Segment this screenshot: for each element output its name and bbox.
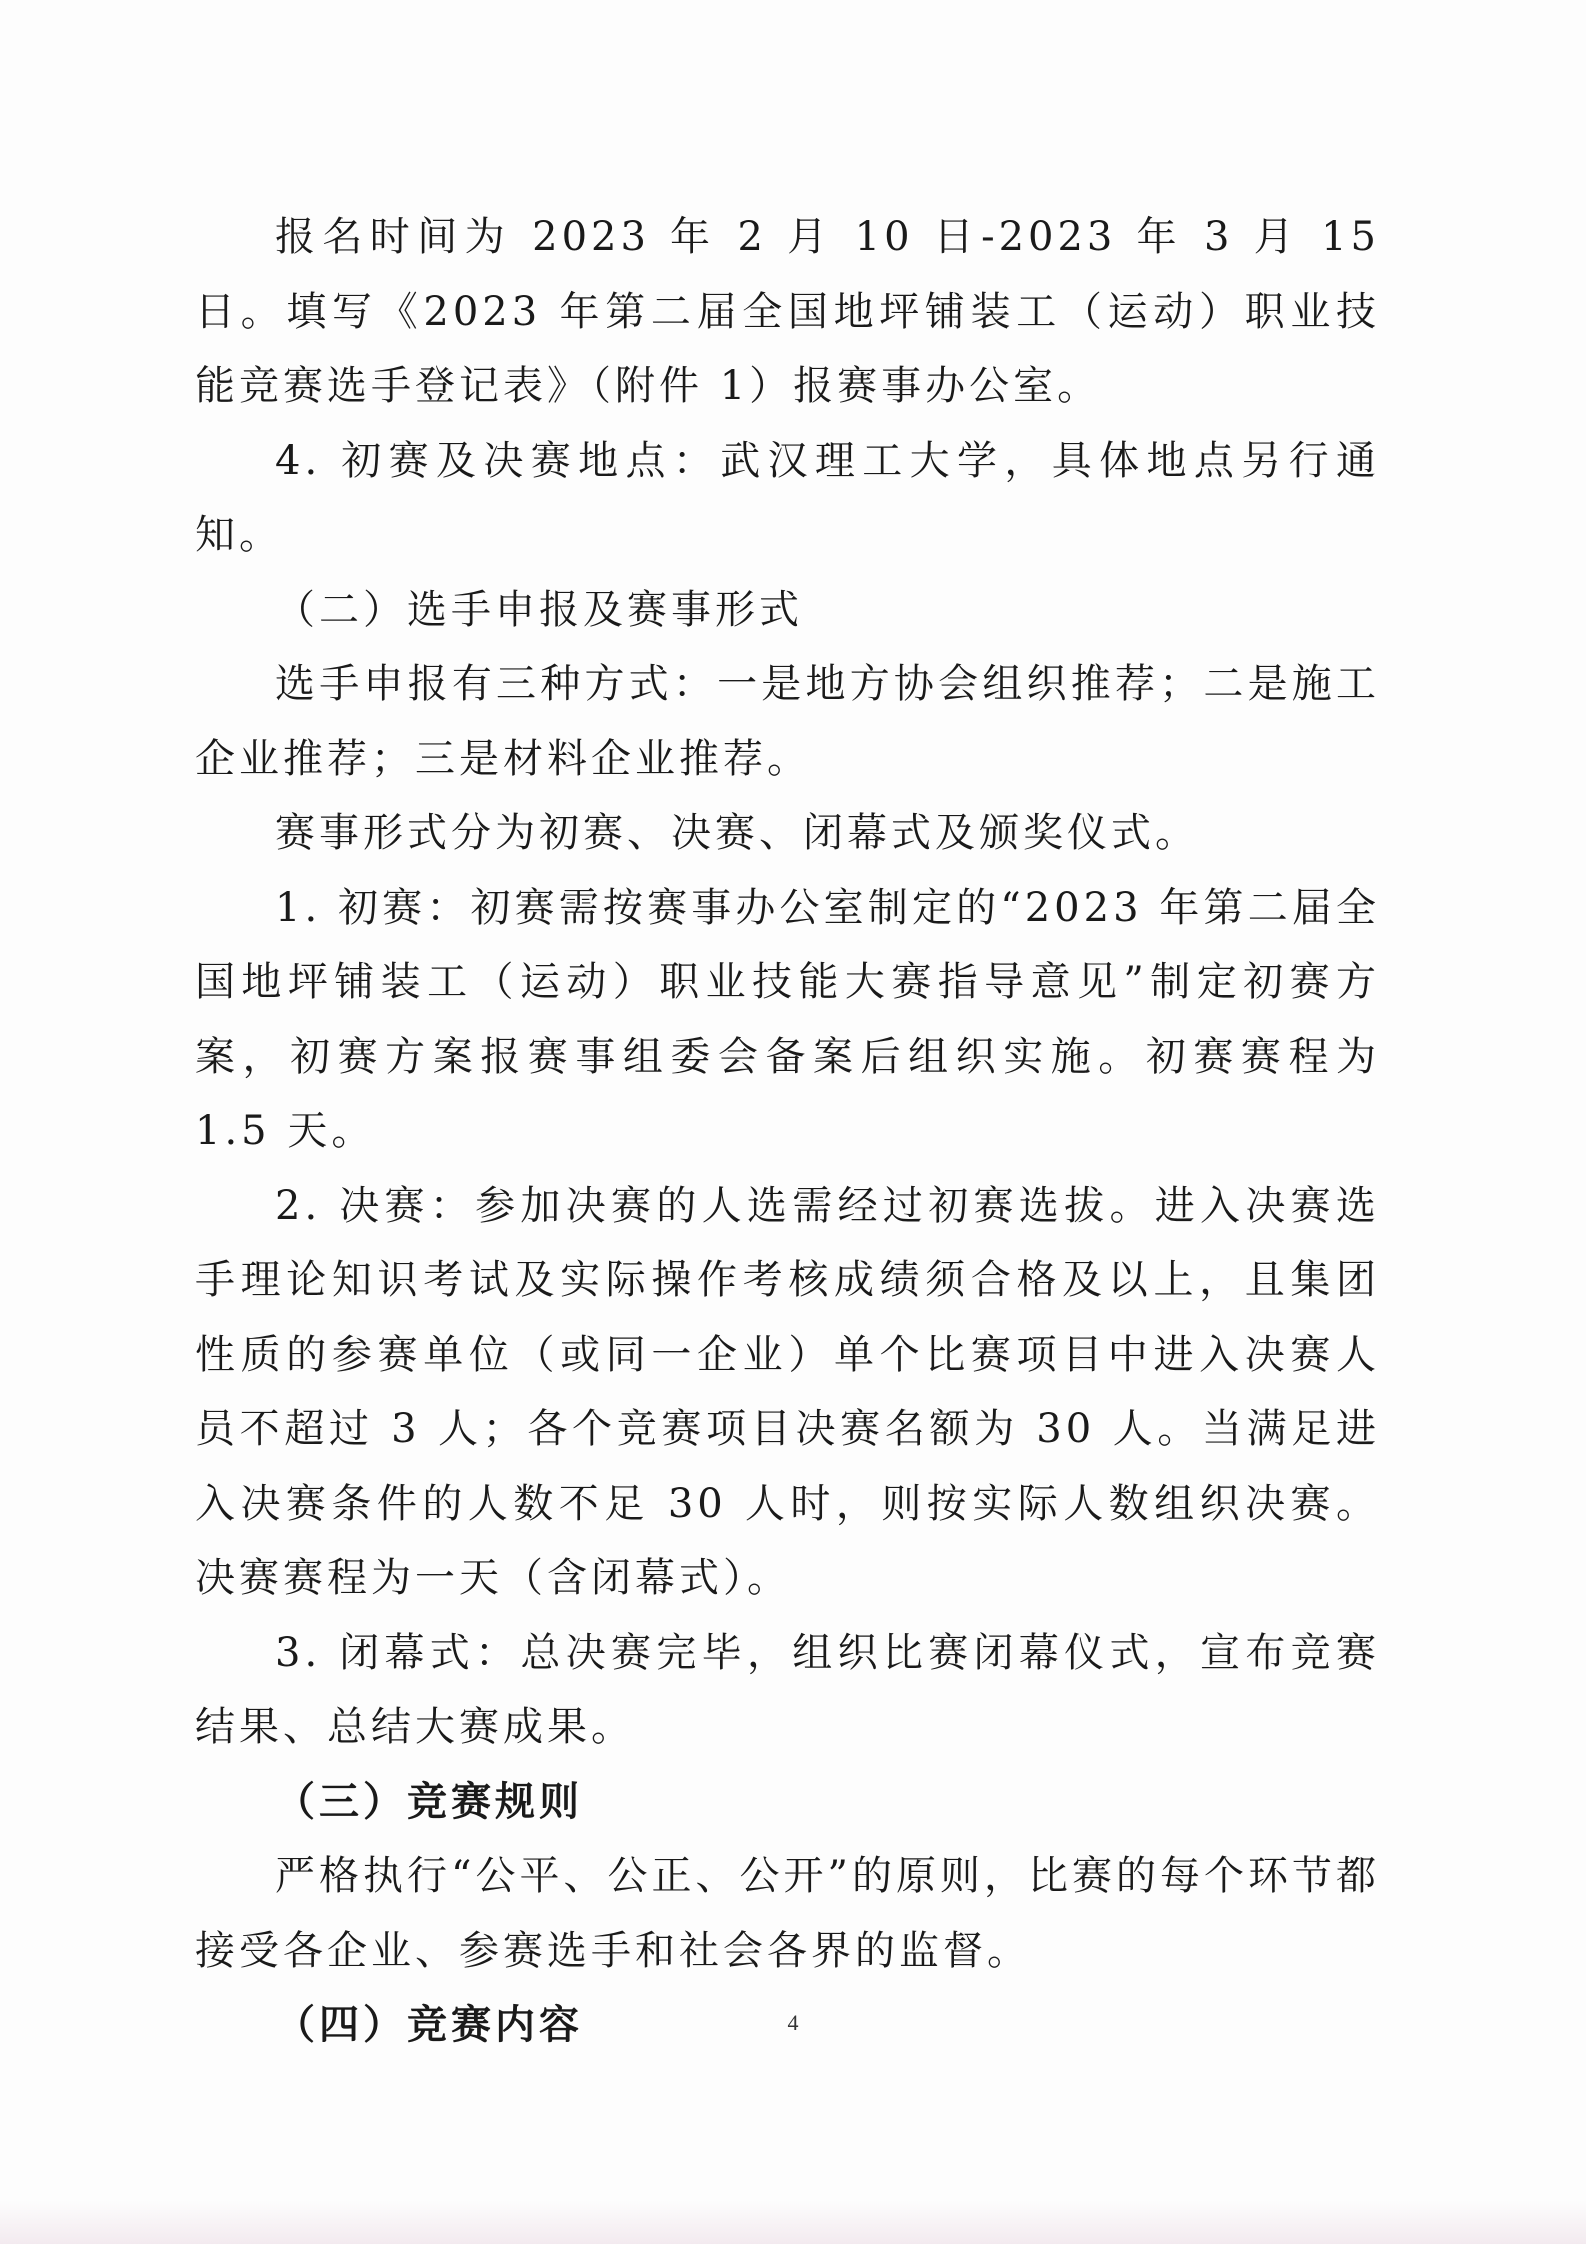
paragraph-registration-time: 报名时间为 2023 年 2 月 10 日-2023 年 3 月 15 日。填写《2023 年第二届全国地坪铺装工（运动）职业技能竞赛选手登记表》（附件 1）报赛事办公室。 xyxy=(195,214,1380,409)
paragraph-final: 2. 决赛：参加决赛的人选需经过初赛选拔。进入决赛选手理论知识考试及实际操作考核成绩须合格及以上，且集团性质的参赛单位（或同一企业）单个比赛项目中进入决赛人员不超过 3 人；各个竞赛项目决赛名额为 30 人。当满足进入决赛条件的人数不足 30 人时，则按实际人数组织决赛。决赛赛程为一天（含闭幕式）。 xyxy=(195,1182,1380,1601)
section-heading-2: （二）选手申报及赛事形式 xyxy=(275,586,803,633)
section-heading-3: （三）竞赛规则 xyxy=(275,1777,583,1825)
paragraph-application-methods: 选手申报有三种方式：一是地方协会组织推荐；二是施工企业推荐；三是材料企业推荐。 xyxy=(195,661,1380,782)
section-heading-4: （四）竞赛内容 xyxy=(275,2001,583,2048)
paragraph-venue: 4. 初赛及决赛地点：武汉理工大学，具体地点另行通知。 xyxy=(195,437,1380,558)
paragraph-closing: 3. 闭幕式：总决赛完毕，组织比赛闭幕仪式，宣布竞赛结果、总结大赛成果。 xyxy=(195,1629,1380,1750)
paragraph-preliminary: 1. 初赛：初赛需按赛事办公室制定的“2023 年第二届全国地坪铺装工（运动）职业技能大赛指导意见”制定初赛方案，初赛方案报赛事组委会备案后组织实施。初赛赛程为 1.5 天。 xyxy=(195,884,1380,1154)
page-number: 4 xyxy=(787,2010,799,2035)
paragraph-competition-format: 赛事形式分为初赛、决赛、闭幕式及颁奖仪式。 xyxy=(275,810,1199,856)
paragraph-rules: 严格执行“公平、公正、公开”的原则，比赛的每个环节都接受各企业、参赛选手和社会各界的监督。 xyxy=(195,1853,1380,1974)
document-body xyxy=(195,200,1380,2063)
scan-edge-shading xyxy=(0,2200,1586,2244)
